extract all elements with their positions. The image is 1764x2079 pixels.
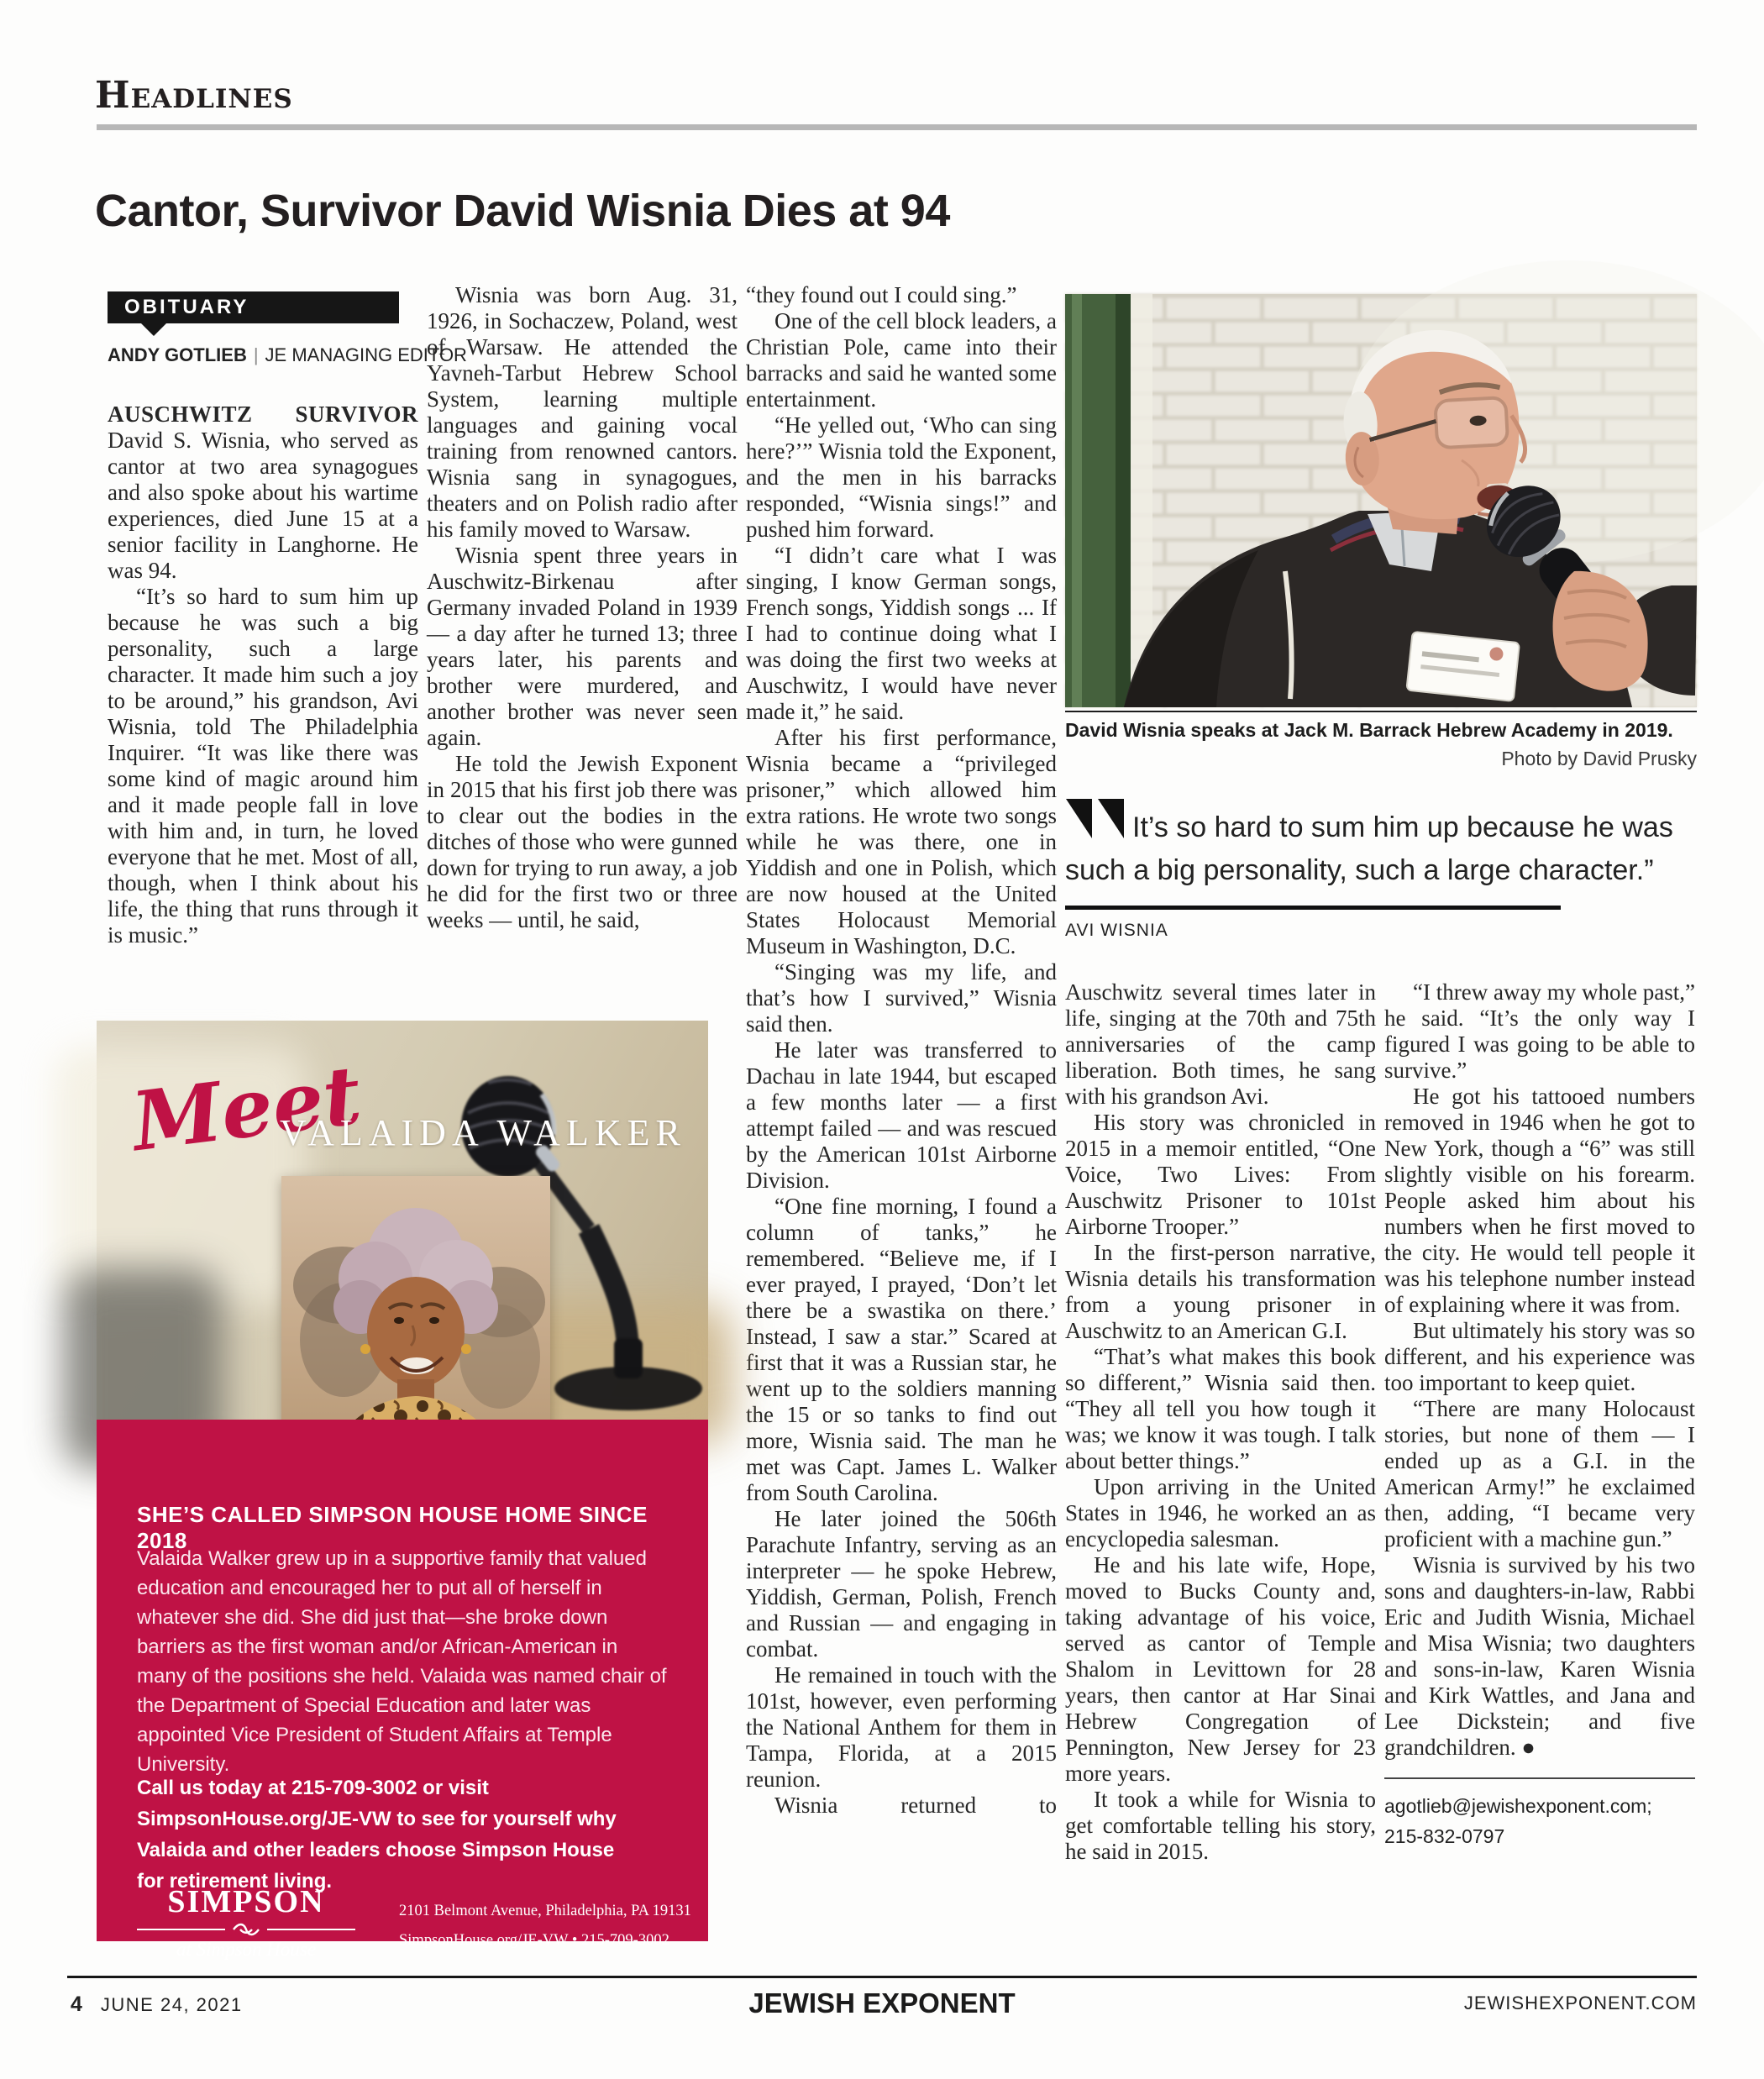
article-column-4 — [1065, 979, 1376, 1865]
ad-photo-area — [97, 1021, 708, 1420]
ad-meet-script: Meet — [127, 1047, 366, 1170]
paragraph — [108, 402, 418, 584]
paragraph: “Singing was my life, and that’s how I survived,” Wisnia said then. — [746, 959, 1057, 1037]
paragraph: He and his late wife, Hope, moved to Bucks County and, taking advantage of his voice, served as cantor of Temple Shalom in Levittown for 28 years, then cantor at Har Sinai Hebrew Congregation of Pennington, New Jersey for 23 more years. — [1065, 1552, 1376, 1786]
photo-credit: Photo by David Prusky — [1501, 748, 1697, 769]
paragraph: After his first performance, Wisnia became a “privileged prisoner,” which allowed him extra rations. He wrote two songs while he was there, one in Yiddish and one in Polish, which are now housed at the United States Holocaust Memorial Museum in Washington, D.C. — [746, 725, 1057, 958]
pull-quote-attribution: AVI WISNIA — [1065, 921, 1168, 940]
ad-address-block — [399, 1897, 701, 1956]
ad-headline: SHE’S CALLED SIMPSON HOUSE HOME SINCE 2018 — [137, 1502, 648, 1553]
paragraph: Auschwitz several times later in life, singing at the 70th and 75th anniversaries of the camp liberation. Both times, he sang with his grandson Avi. — [1065, 979, 1376, 1109]
paragraph-text: David S. Wisnia, who served as cantor at two area synagogues and also spoke about his wartime experiences, died June 15 at a senior facility in Langhorne. He was 94. — [108, 428, 418, 583]
obituary-tag-pointer-icon — [141, 323, 166, 336]
paragraph: Wisnia returned to — [774, 1793, 1057, 1818]
photo-illustration — [1065, 294, 1697, 707]
paragraph: It took a while for Wisnia to get comfortable telling his story, he said in 2015. — [1065, 1787, 1376, 1864]
paragraph: Upon arriving in the United States in 1946, he worked an as encyclopedia salesman. — [1065, 1474, 1376, 1551]
paragraph: Wisnia is survived by his two sons and daughters-in-law, Rabbi Eric and Judith Wisnia, Michael and Misa Wisnia; two daughters and sons-in-law, Karen Wisnia and Kirk Wattles, and Jana and Lee Dickstein; and five grandchildren. ● — [1384, 1552, 1695, 1760]
advertisement-simpson-house — [97, 1021, 708, 1960]
author-phone: 215-832-0797 — [1384, 1825, 1505, 1847]
paragraph: “One fine morning, I found a column of tanks,” he remembered. “Believe me, if I ever prayed, I prayed, ‘Don’t let there be a swastika on there.’ Instead, I saw a star.” Scared at first that it was a Russian star, he went up to the soldiers manning the 15 or so tanks to find out more, Wisnia said. The man he met was Capt. James L. Walker from South Carolina. — [746, 1194, 1057, 1505]
paragraph: He told the Jewish Exponent in 2015 that his first job there was to clear out the bodies in the ditches of those who were gunned down for trying to run away, a job he did for the first two or three weeks — until, he said, — [427, 751, 738, 932]
ad-text-area — [97, 1420, 708, 1960]
article-headline: Cantor, Survivor David Wisnia Dies at 94 — [95, 186, 950, 236]
ad-body-text: Valaida Walker grew up in a supportive family that valued education and encouraged her to put all of herself in whatever she did. She did just that—she broke down barriers as the first woman and/or African-American in many of the positions she held. Valaida was named chair of the Department of Special Education and later was appointed Vice President of Student Affairs at Temple University. — [137, 1547, 667, 1776]
paragraph: Wisnia was born Aug. 31, 1926, in Sochaczew, Poland, west of Warsaw. He attended the Yavneh-Tarbut Hebrew School System, learning multiple languages and gaining vocal training from renowned cantors. Wisnia sang in synagogues, theaters and on Polish radio after his family moved to Warsaw. — [427, 282, 738, 542]
paragraph: Wisnia spent three years in Auschwitz-Birkenau after Germany invaded Poland in 1939 — a day after he turned 13; three years later, his parents and brother were murdered, and another brother was never seen again. — [427, 543, 738, 750]
byline-role: JE MANAGING EDITOR — [265, 344, 467, 365]
paragraph: One of the cell block leaders, a Christian Pole, came into their barracks and said he wanted some entertainment. — [746, 308, 1057, 412]
paragraph: “I threw away my whole past,” he said. “It’s the only way I figured I was going to be able to survive.” — [1384, 979, 1695, 1083]
simpson-house-logo — [137, 1883, 355, 1961]
paragraph: “It’s so hard to sum him up because he was such a big personality, such a large character. It made him such a joy to be around,” his grandson, Avi Wisnia, told The Philadelphia Inquirer. “It was like there was some kind of magic around him and it made people fall in love with him and, in turn, he loved everyone that he met. Most of all, though, when I think about his life, the thing that runs through it is music.” — [108, 584, 418, 948]
article-column-2 — [427, 282, 738, 933]
byline — [108, 344, 467, 366]
paragraph: “they found out I could sing.” — [746, 282, 1017, 307]
ad-person-name: VALAIDA WALKER — [280, 1112, 686, 1153]
ad-address: 2101 Belmont Avenue, Philadelphia, PA 19131 — [399, 1903, 691, 1919]
paragraph: But ultimately his story was so different, and his experience was too important to keep quiet. — [1384, 1318, 1695, 1395]
paragraph: “There are many Holocaust stories, but none of them — I ended up as a G.I. in the American Army!” he exclaimed then, adding, “I became very proficient with a machine gun.” — [1384, 1396, 1695, 1551]
author-contact — [1384, 1777, 1695, 1851]
paragraph: In the first-person narrative, Wisnia details his transformation from a young prisoner in Auschwitz to an American G.I. — [1065, 1240, 1376, 1343]
logo-tagline: at Simpson House — [176, 1939, 317, 1960]
ad-contact: SimpsonHouse.org/JE-VW • 215-709-3002 — [399, 1932, 669, 1949]
footer-divider — [67, 1976, 1697, 1978]
paragraph: His story was chronicled in 2015 in a memoir entitled, “One Voice, Two Lives: From Auschwitz Prisoner to 101st Airborne Trooper.” — [1065, 1110, 1376, 1239]
byline-separator: | — [253, 344, 259, 365]
paragraph: “That’s what makes this book so different,” Wisnia said then. “They all tell you how tough it was; we know it was tough. I talk about better things.” — [1065, 1344, 1376, 1473]
logo-flourish-icon — [137, 1922, 355, 1937]
section-label: Headlines — [95, 74, 293, 117]
page-number: 4 — [71, 1992, 82, 2016]
pull-quote-divider — [1065, 906, 1561, 910]
publication-website: JEWISHEXPONENT.COM — [1463, 1992, 1697, 2013]
section-divider — [97, 124, 1697, 130]
paragraph-lead: AUSCHWITZ SURVIVOR — [108, 402, 418, 427]
article-column-3 — [746, 282, 1057, 1819]
photo-caption: David Wisnia speaks at Jack M. Barrack Hebrew Academy in 2019. — [1065, 719, 1673, 741]
author-email: agotlieb@jewishexponent.com; — [1384, 1795, 1652, 1817]
paragraph: He got his tattooed numbers removed in 1946 when he got to New York, though a “6” was still slightly visible on his forearm. People asked him about his numbers when he first moved to the city. He would tell people it was his telephone number instead of explaining where it was from. — [1384, 1084, 1695, 1317]
paragraph: He remained in touch with the 101st, however, even performing the National Anthem for them in Tampa, Florida, at a 2015 reunion. — [746, 1662, 1057, 1792]
logo-wordmark: SIMPSON — [167, 1884, 325, 1919]
byline-author: ANDY GOTLIEB — [108, 344, 247, 365]
pull-quote — [1065, 798, 1697, 890]
article-column-5 — [1384, 979, 1695, 1851]
article-column-1 — [108, 402, 418, 948]
paragraph: He later was transferred to Dachau in late 1944, but escaped a few months later — a first attempt failed — and was rescued by the American 101st Airborne Division. — [746, 1037, 1057, 1193]
publication-name: JEWISH EXPONENT — [748, 1987, 1016, 2019]
issue-date: JUNE 24, 2021 — [100, 1994, 243, 2015]
paragraph: “He yelled out, ‘Who can sing here?’” Wisnia told the Exponent, and the men in his barracks responded, “Wisnia sings!” and pushed him forward. — [746, 412, 1057, 542]
paragraph: “I didn’t care what I was singing, I know German songs, French songs, Yiddish songs ... If I had to continue doing what I was doing the first two weeks at Auschwitz, I would have never made it,” he said. — [746, 543, 1057, 724]
david-wisnia-photo — [1065, 294, 1697, 707]
quote-icon — [1065, 798, 1126, 851]
pull-quote-text: It’s so hard to sum him up because he was such a big personality, such a large character.” — [1065, 811, 1673, 886]
photo-divider — [1065, 711, 1697, 712]
paragraph: He later joined the 506th Parachute Infantry, serving as an interpreter — he spoke Hebrew, Yiddish, German, Polish, French and Russian — and engaging in combat. — [746, 1506, 1057, 1662]
ad-call-to-action: Call us today at 215-709-3002 or visit SimpsonHouse.org/JE-VW to see for yourself why Valaida and other leaders choose Simpson House for retirement living. — [137, 1777, 617, 1893]
obituary-tag: OBITUARY — [108, 291, 399, 323]
